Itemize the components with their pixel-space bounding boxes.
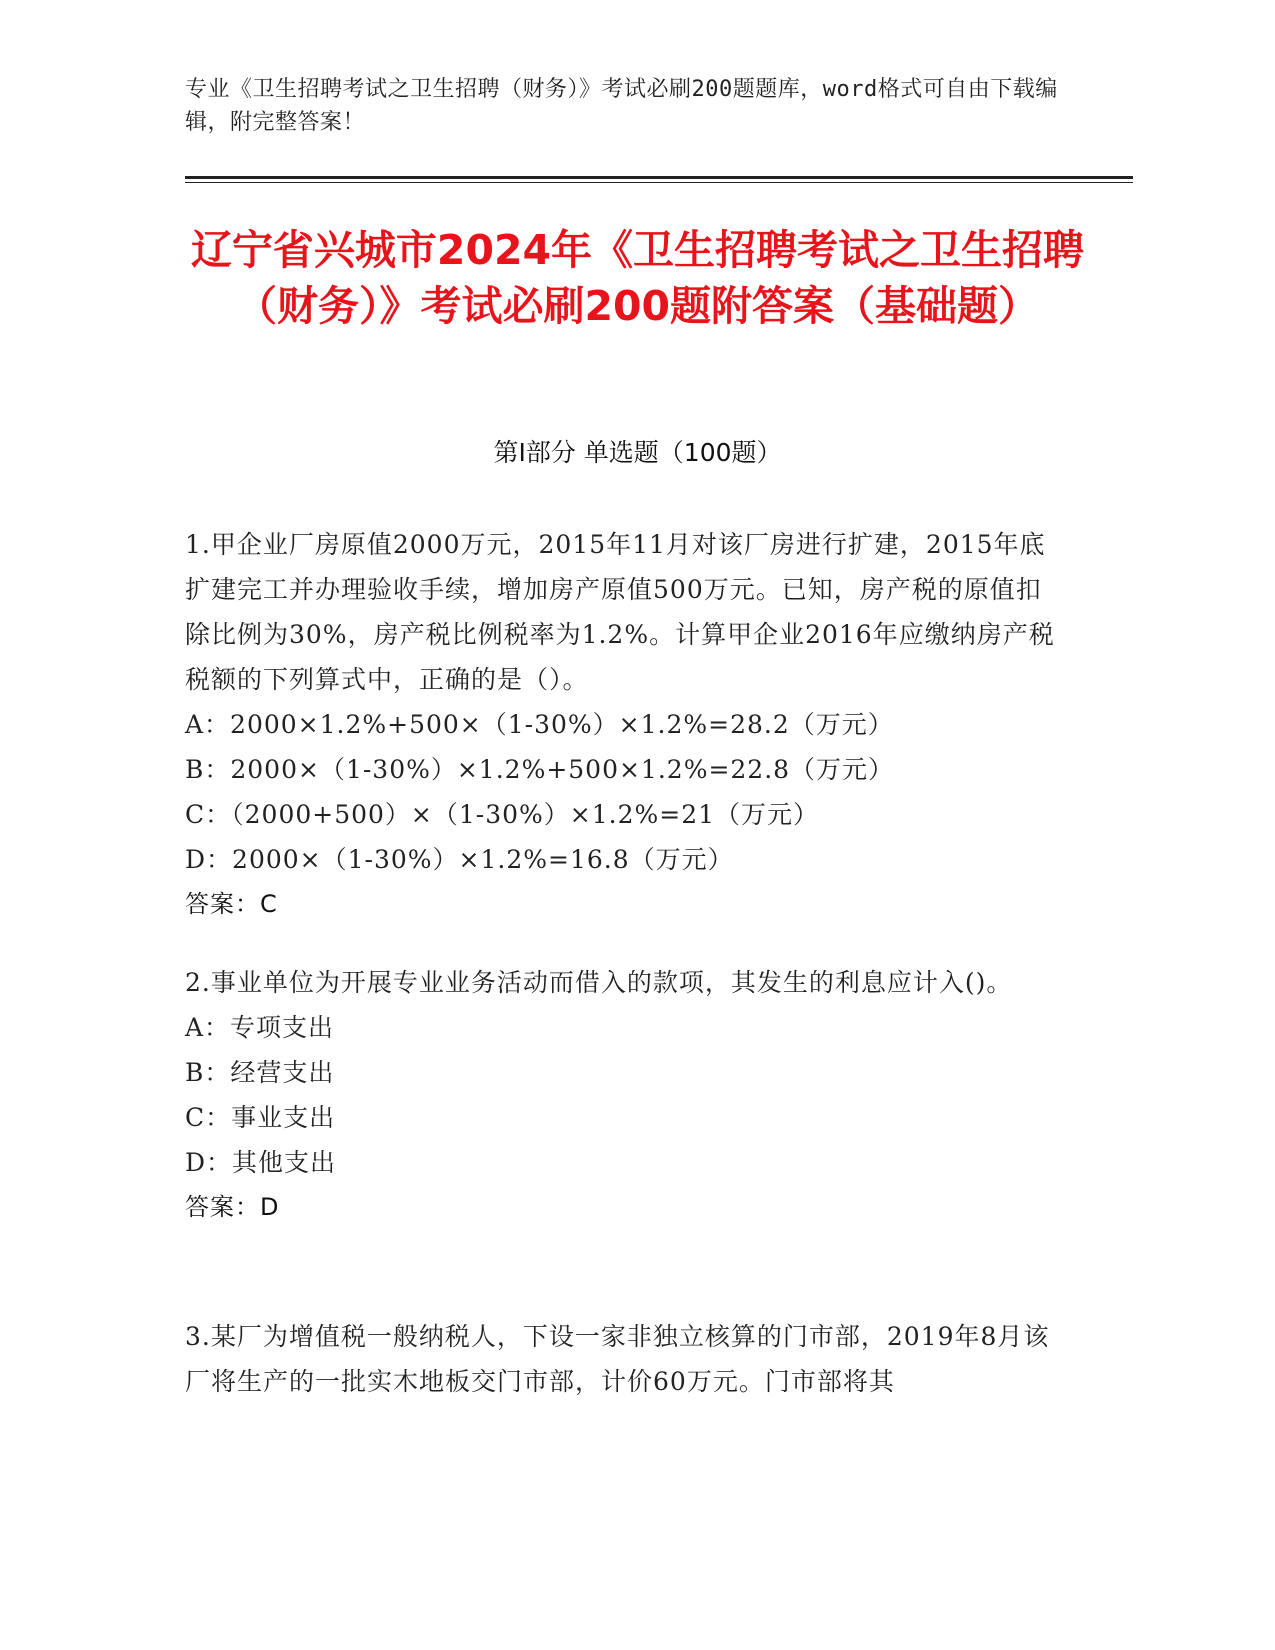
question-block	[185, 960, 1060, 1230]
option-d: D：其他支出	[185, 1148, 337, 1177]
header-note: 专业《卫生招聘考试之卫生招聘（财务）》考试必刷200题题库，word格式可自由下载编辑，附完整答案！	[185, 77, 1058, 135]
question-block	[185, 1314, 1060, 1404]
option-b: B：2000×（1-30%）×1.2%+500×1.2%=22.8（万元）	[185, 755, 895, 784]
document-title: 辽宁省兴城市2024年《卫生招聘考试之卫生招聘（财务）》考试必刷200题附答案（基础题）	[190, 226, 1085, 330]
answer-line: 答案：D	[185, 1193, 280, 1221]
question-stem: 2.事业单位为开展专业业务活动而借入的款项，其发生的利息应计入()。	[185, 968, 1013, 997]
answer-line: 答案：C	[185, 890, 278, 918]
option-b: B：经营支出	[185, 1058, 335, 1087]
header-divider-thick	[185, 176, 1133, 179]
question-stem: 1.甲企业厂房原值2000万元，2015年11月对该厂房进行扩建，2015年底扩建完工并办理验收手续，增加房产原值500万元。已知，房产税的原值扣除比例为30%，房产税比例税率为1.2%。计算甲企业2016年应缴纳房产税税额的下列算式中，正确的是（）。	[185, 530, 1055, 694]
header-divider-thin	[185, 182, 1133, 183]
question-block	[185, 522, 1060, 927]
option-c: C：事业支出	[185, 1103, 336, 1132]
option-d: D：2000×（1-30%）×1.2%=16.8（万元）	[185, 845, 734, 874]
question-stem: 3.某厂为增值税一般纳税人，下设一家非独立核算的门市部，2019年8月该厂将生产的一批实木地板交门市部，计价60万元。门市部将其	[185, 1322, 1050, 1396]
option-a: A：专项支出	[185, 1013, 335, 1042]
section-title: 第Ⅰ部分 单选题（100题）	[493, 438, 782, 467]
option-a: A：2000×1.2%+500×（1-30%）×1.2%=28.2（万元）	[185, 710, 894, 739]
option-c: C：（2000+500）×（1-30%）×1.2%=21（万元）	[185, 800, 820, 829]
